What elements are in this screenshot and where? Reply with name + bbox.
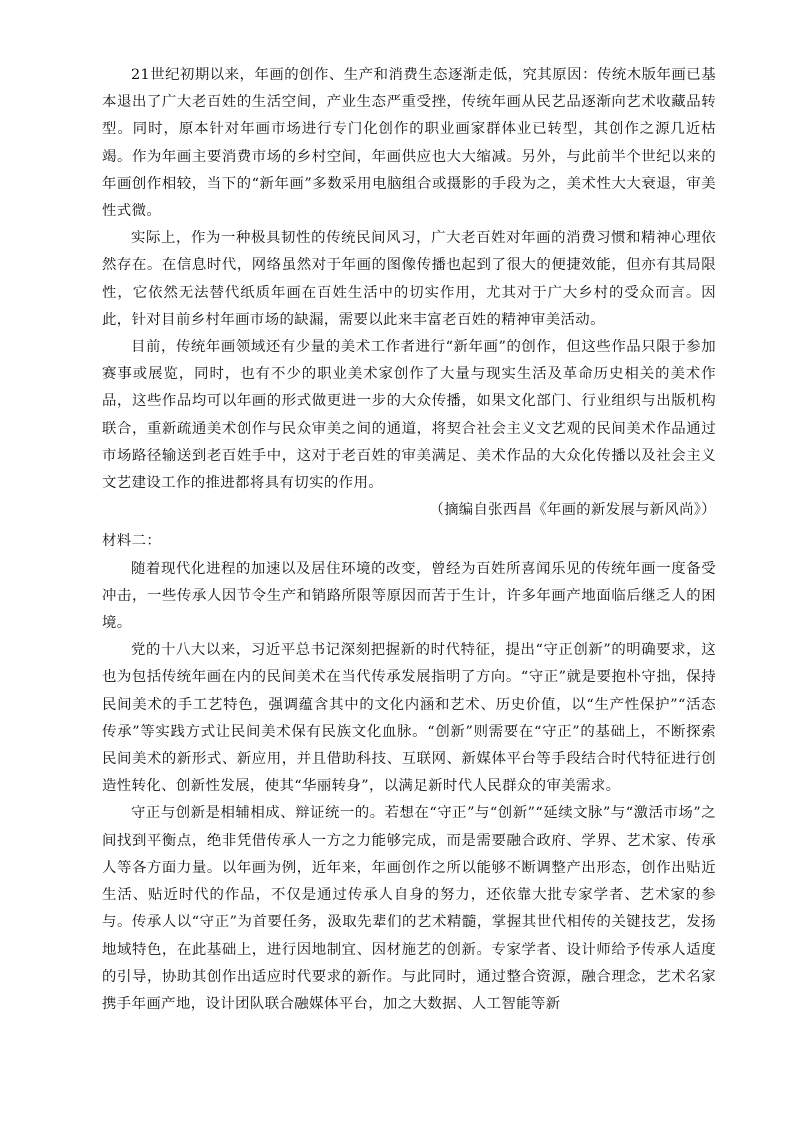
- material1-paragraph-3: 目前，传统年画领域还有少量的美术工作者进行“新年画”的创作，但这些作品只限于参加赛事或展览，同时，也有不少的职业美术家创作了大量与现实生活及革命历史相关的美术作品，这些作品均可以年画的形式做更进一步的大众传播，如果文化部门、行业组织与出版机构联合，重新疏通美术创作与民众审美之间的通道，将契合社会主义文艺观的民间美术作品通过市场路径输送到老百姓手中，这对于老百姓的审美满足、美术作品的大众化传播以及社会主义文艺建设工作的推进都将具有切实的作用。: [102, 339, 716, 492]
- article-body: [102, 62, 716, 1018]
- material1-source-citation: （摘编自张西昌《年画的新发展与新风尚》）: [429, 502, 716, 519]
- material1-paragraph-1: 21世纪初期以来，年画的创作、生产和消费生态逐渐走低，究其原因：传统木版年画已基本退出了广大老百姓的生活空间，产业生态严重受挫，传统年画从民艺品逐渐向艺术收藏品转型。同时，原本针对年画市场进行专门化创作的职业画家群体业已转型，其创作之源几近枯竭。作为年画主要消费市场的乡村空间，年画供应也大大缩减。另外，与此前半个世纪以来的年画创作相较，当下的“新年画”多数采用电脑组合或摄影的手段为之，美术性大大衰退，审美性式微。: [102, 67, 716, 220]
- material2-paragraph-1: 随着现代化进程的加速以及居住环境的改变，曾经为百姓所喜闻乐见的传统年画一度备受冲击，一些传承人因节令生产和销路所限等原因而苦于生计，许多年画产地面临后继乏人的困境。: [102, 560, 716, 632]
- material2-paragraph-2: 党的十八大以来，习近平总书记深刻把握新的时代特征，提出“守正创新”的明确要求，这也为包括传统年画在内的民间美术在当代传承发展指明了方向。“守正”就是要抱朴守拙，保持民间美术的手工艺特色，强调蕴含其中的文化内涵和艺术、历史价值，以“生产性保护”“活态传承”等实践方式让民间美术保有民族文化血脉。“创新”则需要在“守正”的基础上，不断探索民间美术的新形式、新应用，并且借助科技、互联网、新媒体平台等手段结合时代特征进行创造性转化、创新性发展，使其“华丽转身”，以满足新时代人民群众的审美需求。: [102, 642, 716, 795]
- material1-paragraph-2: 实际上，作为一种极具韧性的传统民间风习，广大老百姓对年画的消费习惯和精神心理依然存在。在信息时代，网络虽然对于年画的图像传播也起到了很大的便捷效能，但亦有其局限性，它依然无法替代纸质年画在百姓生活中的切实作用，尤其对于广大乡村的受众而言。因此，针对目前乡村年画市场的缺漏，需要以此来丰富老百姓的精神审美活动。: [102, 230, 716, 328]
- material2-paragraph-3: 守正与创新是相辅相成、辩证统一的。若想在“守正”与“创新”“延续文脉”与“激活市场”之间找到平衡点，绝非凭借传承人一方之力能够完成，而是需要融合政府、学界、艺术家、传承人等各方面力量。以年画为例，近年来，年画创作之所以能够不断调整产出形态，创作出贴近生活、贴近时代的作品，不仅是通过传承人自身的努力，还依靠大批专家学者、艺术家的参与。传承人以“守正”为首要任务，汲取先辈们的艺术精髓，掌握其世代相传的关键技艺，发扬地域特色，在此基础上，进行因地制宜、因材施艺的创新。专家学者、设计师给予传承人适度的引导，协助其创作出适应时代要求的新作。与此同时，通过整合资源，融合理念，艺术名家携手年画产地，设计团队联合融媒体平台，加之大数据、人工智能等新: [102, 805, 716, 1012]
- material2-label: 材料二：: [102, 533, 162, 550]
